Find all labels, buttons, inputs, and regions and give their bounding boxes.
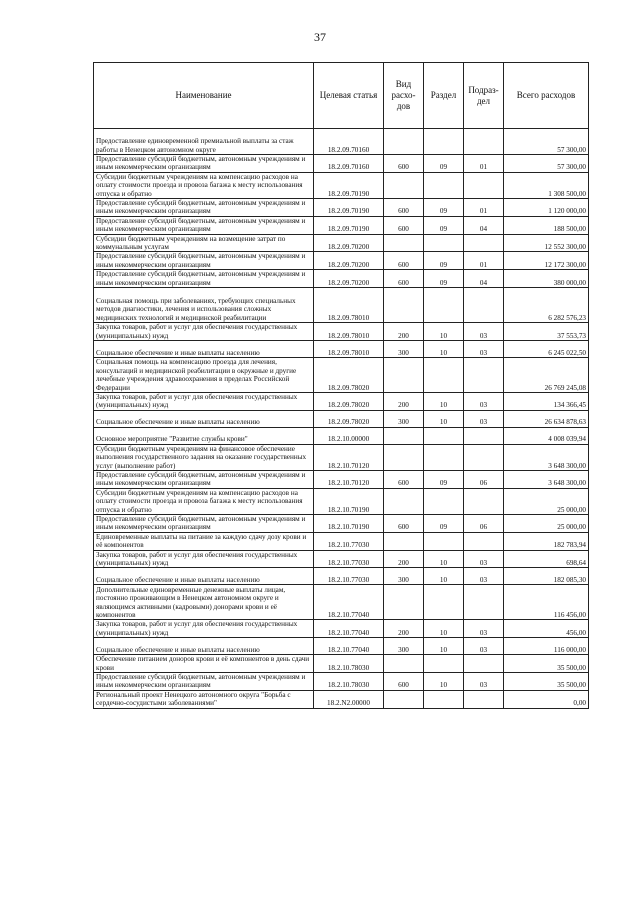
cell-subsection: 03	[464, 410, 504, 427]
cell-section: 10	[424, 620, 464, 638]
cell-type	[384, 444, 424, 470]
cell-type: 600	[384, 252, 424, 270]
cell-name: Предоставление субсидий бюджетным, автономным учреждениям и иным некоммерческим организациям	[94, 470, 314, 488]
cell-subsection: 03	[464, 340, 504, 357]
cell-name: Социальное обеспечение и иные выплаты населению	[94, 410, 314, 427]
cell-code: 18.2.10.70120	[314, 444, 384, 470]
cell-name: Предоставление субсидий бюджетным, автономным учреждениям и иным некоммерческим организациям	[94, 673, 314, 691]
cell-total: 182 783,94	[504, 532, 589, 550]
budget-table	[93, 62, 589, 709]
cell-section	[424, 655, 464, 673]
cell-type: 300	[384, 410, 424, 427]
cell-subsection: 01	[464, 199, 504, 217]
cell-type	[384, 690, 424, 708]
cell-subsection: 03	[464, 550, 504, 568]
table-row	[94, 270, 589, 288]
cell-total: 182 085,30	[504, 568, 589, 585]
cell-subsection: 03	[464, 392, 504, 410]
cell-code: 18.2.N2.00000	[314, 690, 384, 708]
cell-type: 600	[384, 673, 424, 691]
cell-name: Социальное обеспечение и иные выплаты населению	[94, 340, 314, 357]
cell-name: Предоставление субсидий бюджетным, автономным учреждениям и иным некоммерческим организациям	[94, 216, 314, 234]
cell-type: 200	[384, 323, 424, 341]
cell-name: Закупка товаров, работ и услуг для обеспечения государственных (муниципальных) нужд	[94, 550, 314, 568]
cell-total: 116 456,00	[504, 585, 589, 620]
table-row	[94, 172, 589, 198]
cell-type: 600	[384, 270, 424, 288]
cell-code: 18.2.09.78010	[314, 288, 384, 323]
table-row	[94, 340, 589, 357]
cell-code: 18.2.09.70200	[314, 234, 384, 252]
cell-total: 26 634 878,63	[504, 410, 589, 427]
cell-section: 09	[424, 216, 464, 234]
cell-name: Закупка товаров, работ и услуг для обеспечения государственных (муниципальных) нужд	[94, 392, 314, 410]
cell-subsection	[464, 444, 504, 470]
table-row	[94, 155, 589, 173]
cell-name: Закупка товаров, работ и услуг для обеспечения государственных (муниципальных) нужд	[94, 323, 314, 341]
cell-subsection	[464, 172, 504, 198]
cell-type	[384, 488, 424, 514]
cell-name: Социальная помощь на компенсацию проезда для лечения, консультаций и медицинской реабилитации в окружные и другие лечебные учреждения здравоохранения в пределах Российской Федерации	[94, 357, 314, 392]
table-row	[94, 655, 589, 673]
cell-code: 18.2.09.78020	[314, 357, 384, 392]
table-row	[94, 216, 589, 234]
table-row	[94, 234, 589, 252]
cell-type	[384, 532, 424, 550]
cell-code: 18.2.10.00000	[314, 427, 384, 444]
cell-type: 200	[384, 550, 424, 568]
cell-subsection	[464, 690, 504, 708]
cell-subsection	[464, 288, 504, 323]
table-row	[94, 427, 589, 444]
cell-name: Предоставление единовременной премиальной выплаты за стаж работы в Ненецком автономном округе	[94, 129, 314, 155]
cell-type	[384, 288, 424, 323]
cell-name: Закупка товаров, работ и услуг для обеспечения государственных (муниципальных) нужд	[94, 620, 314, 638]
cell-section	[424, 427, 464, 444]
table-row	[94, 129, 589, 155]
cell-section: 09	[424, 199, 464, 217]
cell-name: Предоставление субсидий бюджетным, автономным учреждениям и иным некоммерческим организациям	[94, 270, 314, 288]
cell-code: 18.2.10.77040	[314, 638, 384, 655]
cell-section	[424, 129, 464, 155]
table-row	[94, 444, 589, 470]
cell-type: 600	[384, 470, 424, 488]
cell-total: 6 245 022,50	[504, 340, 589, 357]
cell-type	[384, 427, 424, 444]
cell-type: 300	[384, 340, 424, 357]
header-name: Наименование	[94, 63, 314, 129]
cell-type	[384, 129, 424, 155]
cell-type: 300	[384, 568, 424, 585]
table-row	[94, 199, 589, 217]
cell-code: 18.2.10.78030	[314, 655, 384, 673]
table-row	[94, 323, 589, 341]
cell-total: 134 366,45	[504, 392, 589, 410]
cell-section	[424, 172, 464, 198]
cell-name: Социальное обеспечение и иные выплаты населению	[94, 568, 314, 585]
cell-subsection	[464, 234, 504, 252]
cell-total: 12 552 300,00	[504, 234, 589, 252]
table-header-row	[94, 63, 589, 129]
cell-name: Субсидии бюджетным учреждениям на возмещение затрат по коммунальным услугам	[94, 234, 314, 252]
header-type: Вид расхо-дов	[384, 63, 424, 129]
table-row	[94, 532, 589, 550]
cell-code: 18.2.09.70190	[314, 216, 384, 234]
cell-total: 188 500,00	[504, 216, 589, 234]
cell-code: 18.2.10.77030	[314, 532, 384, 550]
cell-section: 09	[424, 470, 464, 488]
cell-total: 35 500,00	[504, 673, 589, 691]
cell-total: 6 282 576,23	[504, 288, 589, 323]
cell-code: 18.2.09.70160	[314, 129, 384, 155]
cell-section: 10	[424, 340, 464, 357]
cell-total: 25 000,00	[504, 488, 589, 514]
cell-section: 09	[424, 155, 464, 173]
page-number: 37	[314, 30, 326, 44]
table-row	[94, 585, 589, 620]
cell-total: 1 120 000,00	[504, 199, 589, 217]
table-row	[94, 470, 589, 488]
cell-section	[424, 488, 464, 514]
cell-section: 10	[424, 392, 464, 410]
cell-type	[384, 234, 424, 252]
table-row	[94, 488, 589, 514]
cell-name: Социальная помощь при заболеваниях, требующих специальных методов диагностики, лечения и использования сложных медицинских технологий и медицинской реабилитации	[94, 288, 314, 323]
cell-subsection: 03	[464, 673, 504, 691]
table-row	[94, 620, 589, 638]
cell-total: 1 308 500,00	[504, 172, 589, 198]
cell-section	[424, 585, 464, 620]
cell-code: 18.2.10.70190	[314, 488, 384, 514]
cell-code: 18.2.10.78030	[314, 673, 384, 691]
cell-subsection	[464, 427, 504, 444]
table-row	[94, 288, 589, 323]
cell-subsection: 03	[464, 568, 504, 585]
cell-code: 18.2.10.77030	[314, 550, 384, 568]
cell-code: 18.2.09.70200	[314, 252, 384, 270]
cell-section	[424, 234, 464, 252]
table-row	[94, 568, 589, 585]
cell-name: Предоставление субсидий бюджетным, автономным учреждениям и иным некоммерческим организациям	[94, 514, 314, 532]
cell-name: Обеспечение питанием доноров крови и её компонентов в день сдачи крови	[94, 655, 314, 673]
cell-subsection	[464, 129, 504, 155]
header-code: Целевая статья	[314, 63, 384, 129]
cell-total: 57 300,00	[504, 155, 589, 173]
cell-section: 10	[424, 550, 464, 568]
cell-section	[424, 690, 464, 708]
cell-subsection: 04	[464, 216, 504, 234]
cell-code: 18.2.10.70120	[314, 470, 384, 488]
cell-section: 10	[424, 568, 464, 585]
cell-section: 09	[424, 514, 464, 532]
cell-section	[424, 444, 464, 470]
cell-total: 3 648 300,00	[504, 470, 589, 488]
cell-subsection	[464, 532, 504, 550]
cell-type	[384, 357, 424, 392]
cell-total: 456,00	[504, 620, 589, 638]
table-row	[94, 638, 589, 655]
cell-section: 10	[424, 638, 464, 655]
cell-section	[424, 357, 464, 392]
cell-total: 116 000,00	[504, 638, 589, 655]
cell-subsection	[464, 488, 504, 514]
cell-subsection: 03	[464, 638, 504, 655]
cell-name: Дополнительные единовременные денежные выплаты лицам, постоянно проживающим в Ненецком автономном округе и являющимся активными (кадровыми) донорами крови и её компонентов	[94, 585, 314, 620]
cell-section	[424, 532, 464, 550]
cell-code: 18.2.09.78020	[314, 410, 384, 427]
cell-section: 10	[424, 323, 464, 341]
cell-type	[384, 655, 424, 673]
cell-type: 600	[384, 199, 424, 217]
cell-section: 10	[424, 410, 464, 427]
cell-total: 35 500,00	[504, 655, 589, 673]
cell-type: 600	[384, 514, 424, 532]
table-row	[94, 357, 589, 392]
cell-name: Предоставление субсидий бюджетным, автономным учреждениям и иным некоммерческим организациям	[94, 252, 314, 270]
cell-section: 10	[424, 673, 464, 691]
cell-code: 18.2.10.77030	[314, 568, 384, 585]
cell-code: 18.2.09.78010	[314, 340, 384, 357]
header-subsection: Подраз-дел	[464, 63, 504, 129]
cell-type: 200	[384, 620, 424, 638]
cell-code: 18.2.09.70160	[314, 155, 384, 173]
table-row	[94, 392, 589, 410]
header-total: Всего расходов	[504, 63, 589, 129]
cell-code: 18.2.09.70190	[314, 172, 384, 198]
cell-name: Региональный проект Ненецкого автономного округа "Борьба с сердечно-сосудистыми заболеваниями"	[94, 690, 314, 708]
cell-subsection: 01	[464, 252, 504, 270]
cell-total: 12 172 300,00	[504, 252, 589, 270]
cell-code: 18.2.09.78020	[314, 392, 384, 410]
cell-total: 25 000,00	[504, 514, 589, 532]
cell-code: 18.2.10.77040	[314, 585, 384, 620]
cell-code: 18.2.09.78010	[314, 323, 384, 341]
table-row	[94, 252, 589, 270]
cell-subsection: 06	[464, 514, 504, 532]
cell-subsection: 04	[464, 270, 504, 288]
cell-type: 200	[384, 392, 424, 410]
cell-name: Субсидии бюджетным учреждениям на компенсацию расходов на оплату стоимости проезда и провоза багажа к месту использования отпуска и обратно	[94, 488, 314, 514]
cell-total: 380 000,00	[504, 270, 589, 288]
header-section: Раздел	[424, 63, 464, 129]
cell-code: 18.2.10.70190	[314, 514, 384, 532]
cell-type: 300	[384, 638, 424, 655]
table-row	[94, 410, 589, 427]
cell-code: 18.2.09.70190	[314, 199, 384, 217]
cell-name: Единовременные выплаты на питание за каждую сдачу дозу крови и её компонентов	[94, 532, 314, 550]
cell-total: 3 648 300,00	[504, 444, 589, 470]
cell-total: 4 008 039,94	[504, 427, 589, 444]
cell-section: 09	[424, 270, 464, 288]
cell-code: 18.2.09.70200	[314, 270, 384, 288]
cell-total: 26 769 245,08	[504, 357, 589, 392]
table-row	[94, 690, 589, 708]
cell-name: Субсидии бюджетным учреждениям на компенсацию расходов на оплату стоимости проезда и провоза багажа к месту использования отпуска и обратно	[94, 172, 314, 198]
cell-name: Предоставление субсидий бюджетным, автономным учреждениям и иным некоммерческим организациям	[94, 155, 314, 173]
cell-type: 600	[384, 155, 424, 173]
cell-subsection: 03	[464, 620, 504, 638]
table-row	[94, 673, 589, 691]
cell-name: Предоставление субсидий бюджетным, автономным учреждениям и иным некоммерческим организациям	[94, 199, 314, 217]
cell-name: Субсидии бюджетным учреждениям на финансовое обеспечение выполнения государственного задания на оказание государственных услуг (выполнение работ)	[94, 444, 314, 470]
cell-subsection	[464, 585, 504, 620]
cell-section: 09	[424, 252, 464, 270]
cell-total: 57 300,00	[504, 129, 589, 155]
cell-subsection: 01	[464, 155, 504, 173]
table-row	[94, 514, 589, 532]
cell-type: 600	[384, 216, 424, 234]
cell-total: 37 553,73	[504, 323, 589, 341]
cell-subsection: 03	[464, 323, 504, 341]
cell-name: Основное мероприятие "Развитие службы крови"	[94, 427, 314, 444]
cell-code: 18.2.10.77040	[314, 620, 384, 638]
cell-total: 698,64	[504, 550, 589, 568]
cell-subsection	[464, 655, 504, 673]
cell-subsection: 06	[464, 470, 504, 488]
cell-name: Социальное обеспечение и иные выплаты населению	[94, 638, 314, 655]
cell-type	[384, 172, 424, 198]
cell-total: 0,00	[504, 690, 589, 708]
table-row	[94, 550, 589, 568]
cell-subsection	[464, 357, 504, 392]
cell-type	[384, 585, 424, 620]
cell-section	[424, 288, 464, 323]
